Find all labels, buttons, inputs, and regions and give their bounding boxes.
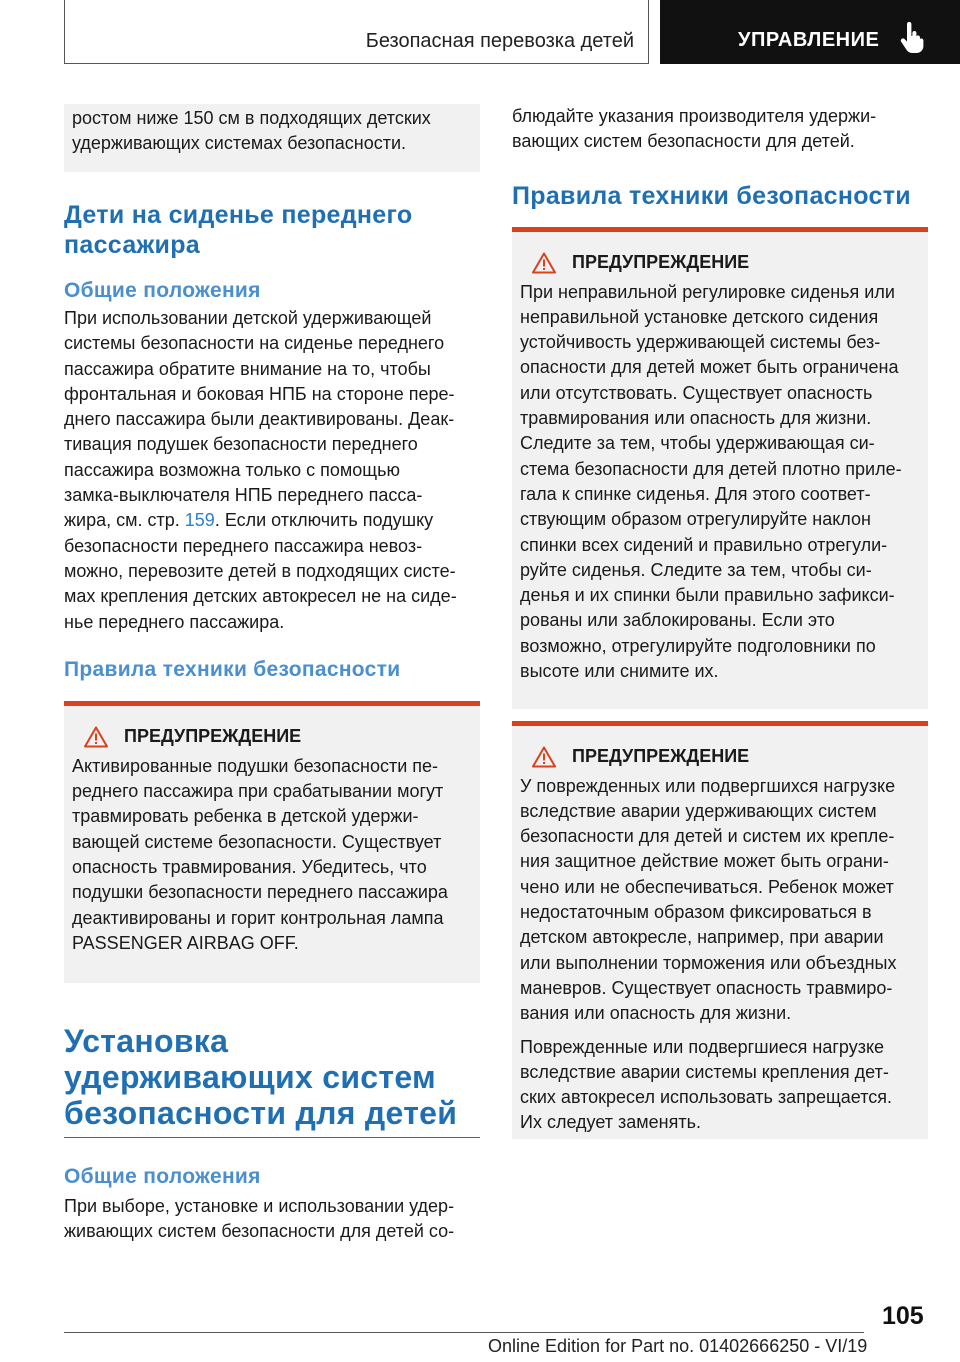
page-link-159[interactable]: 159 [184, 510, 215, 531]
warning-triangle-icon [532, 746, 556, 768]
warning-box-1: ПРЕДУПРЕЖДЕНИЕ При неправильной регулировке сиденья или неправильной установке детского сидения устойчивость удерживающей системы без- опасности для детей может быть ограничена или отсутствовать. Существует опасность травмирования или опасность для жизни. Следите за тем, чтобы удерживающая си- стема безопасности для детей плотно приле- гала к спинке сиденья. Для этого соответ- ствующим образом отрегулируйте наклон спинки всех сидений и правильно отрегули- руйте сиденья. Следите за тем, чтобы си- денья и их спинки были правильно зафикси- рованы или заблокированы. Если это возможно, отрегулируйте подголовники по высоте или снимите их. [512, 227, 928, 709]
hand-pointer-icon [898, 22, 924, 54]
right-column: блюдайте указания производителя удержи- вающих систем безопасности для детей. Правила техники безопасности ПРЕДУПРЕЖДЕНИЕ При неправильной регулировке сиденья или неправильной установке детского сидения устойчивость удерживающей системы без- опасности для детей может быть ограничена или отсутствовать. Существует опасность травмирования или опасность для жизни. Следите за тем, чтобы удерживающая си- стема безопасности для детей плотно приле- гала к спинке сиденья. Для этого соответ- ствующим образом отрегулируйте наклон спинки всех сидений и правильно отрегули- руйте сиденья. Следите за тем, чтобы си- денья и их спинки были правильно зафикси- рованы или заблокированы. Если это возможно, отрегулируйте подголовники по высоте или снимите их. ПРЕДУПРЕЖДЕНИЕ У поврежденных или подвергшихся нагрузке вследствие аварии удерживающих систем безопасности для детей и систем их крепле- ния защитное действие может быть ограни- чено или не обеспечиваться. Ребенок может недостаточным образом фиксироваться в детском автокресле, например, при аварии или выполнении торможения или объездных маневров. Существует опасность травмиро- вания или опасность для жизни. Поврежденные или подвергшиеся нагрузке вследствие аварии системы крепления дет- ских автокресел использовать запрещается. Их следует заменять. [512, 104, 928, 1139]
warning-title: ПРЕДУПРЕЖДЕНИЕ [124, 726, 302, 747]
heading-install-systems: Установка удерживающих систем безопасности для детей [64, 1022, 458, 1131]
section-title: Безопасная перевозка детей [365, 30, 634, 52]
left-column: ростом ниже 150 см в подходящих детских удерживающих системах безопасности. Дети на сиденье переднего пассажира Общие положения При использовании детской удерживающей системы безопасности на сиденье переднего пассажира обратите внимание на то, чтобы фронтальная и боковая НПБ на стороне пере- днего пассажира были деактивированы. Деак- тивация подушек безопасности переднего пассажира возможна только с помощью замка-выключателя НПБ переднего пасса- жира, см. стр. 159. Если отключить подушку безопасности переднего пассажира невоз- можно, перевозите детей в подходящих систе- мах крепления детских автокресел не на сиде- нье переднего пассажира. Правила техники безопасности ПРЕДУПРЕЖДЕНИЕ Активированные подушки безопасности пе- реднего пассажира при срабатывании могут травмировать ребенка в детской удержи- вающей системе безопасности. Существует опасность травмирования. Убедитесь, что подушки безопасности переднего пассажира деактивированы и горит контрольная лампа PASSENGER AIRBAG OFF. Установка удерживающих систем безопасности для детей Общие положения При выборе, установке и использовании удер- живающих систем безопасности для детей со- [64, 104, 480, 1244]
intro-box [64, 104, 480, 172]
warning-triangle-icon [84, 726, 108, 748]
page-number: 105 [882, 1302, 924, 1330]
footer-divider [64, 1332, 864, 1333]
text-line: ростом ниже 150 см в подходящих детских [72, 108, 431, 128]
warning-title: ПРЕДУПРЕЖДЕНИЕ [572, 746, 750, 767]
chapter-title: УПРАВЛЕНИЕ [738, 29, 880, 51]
subheading-general: Общие положения [64, 279, 261, 302]
heading-safety-rules: Правила техники безопасности [512, 181, 911, 210]
edition-text: Online Edition for Part no. 01402666250 - VI/19 [488, 1336, 868, 1356]
subheading-general-2: Общие положения [64, 1164, 261, 1188]
warning-title: ПРЕДУПРЕЖДЕНИЕ [572, 252, 750, 273]
warning-triangle-icon [532, 252, 556, 274]
warning-box-2: ПРЕДУПРЕЖДЕНИЕ У поврежденных или подвергшихся нагрузке вследствие аварии удерживающих систем безопасности для детей и систем их крепле- ния защитное действие может быть ограни- чено или не обеспечиваться. Ребенок может недостаточным образом фиксироваться в детском автокресле, например, при аварии или выполнении торможения или объездных маневров. Существует опасность травмиро- вания или опасность для жизни. Поврежденные или подвергшиеся нагрузке вследствие аварии системы крепления дет- ских автокресел использовать запрещается. Их следует заменять. [512, 721, 928, 1139]
heading-front-seat: Дети на сиденье переднего пассажира [64, 201, 413, 259]
header-chapter-tab[interactable] [660, 0, 960, 64]
warning-box: ПРЕДУПРЕЖДЕНИЕ Активированные подушки безопасности пе- реднего пассажира при срабатывании могут травмировать ребенка в детской удержи- вающей системе безопасности. Существует опасность травмирования. Убедитесь, что подушки безопасности переднего пассажира деактивированы и горит контрольная лампа PASSENGER AIRBAG OFF. [64, 701, 480, 983]
text-line: удерживающих системах безопасности. [72, 133, 407, 154]
header-section-box [64, 0, 649, 64]
general-paragraph: При использовании детской удерживающей системы безопасности на сиденье переднего пассажира обратите внимание на то, чтобы фронтальная и боковая НПБ на стороне пере- днего пассажира были деактивированы. Деак- тивация подушек безопасности переднего пассажира возможна только с помощью замка-выключателя НПБ переднего пасса- жира, см. стр. 159. Если отключить подушку безопасности переднего пассажира невоз- можно, перевозите детей в подходящих систе- мах крепления детских автокресел не на сиде- нье переднего пассажира. [64, 308, 457, 632]
subheading-safety-rules: Правила техники безопасности [64, 657, 401, 681]
